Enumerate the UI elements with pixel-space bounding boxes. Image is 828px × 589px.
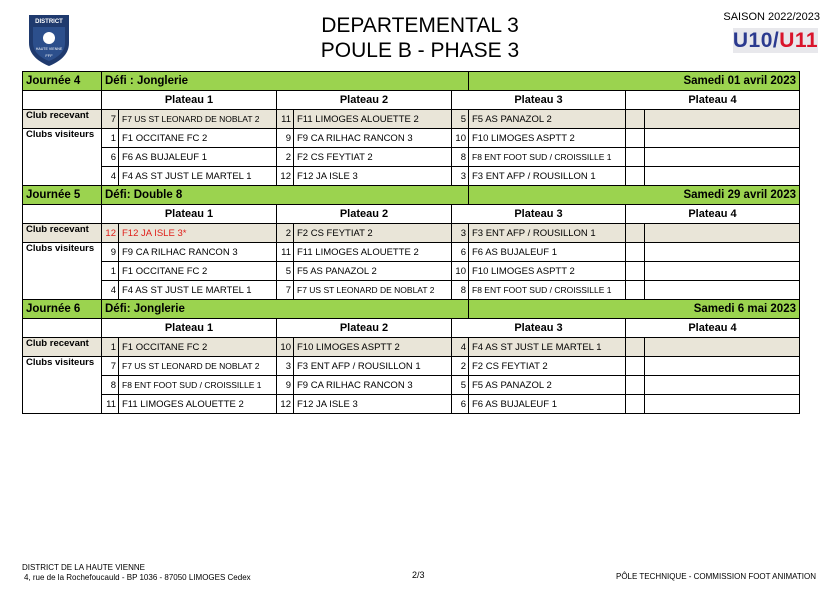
team-number: 4 [452,338,469,357]
plateau4-number [626,281,645,300]
team-number: 5 [452,110,469,129]
team-number: 5 [277,262,294,281]
team-name: F1 OCCITANE FC 2 [119,129,277,148]
plateau4-team [645,243,800,262]
team-number: 2 [277,148,294,167]
team-name: F7 US ST LEONARD DE NOBLAT 2 [294,281,452,300]
table-row [23,357,800,376]
team-name: F3 ENT AFP / ROUSILLON 1 [294,357,452,376]
footer-department: PÔLE TECHNIQUE - COMMISSION FOOT ANIMATION [616,572,817,581]
plateau-header: Plateau 3 [452,205,626,224]
home-label: Club recevant [23,110,102,129]
team-name: F5 AS PANAZOL 2 [469,376,626,395]
plateau4-number [626,357,645,376]
team-number: 11 [102,395,119,414]
team-number: 4 [102,281,119,300]
table-row [23,395,800,414]
team-number: 1 [102,338,119,357]
team-name: F10 LIMOGES ASPTT 2 [469,262,626,281]
plateau4-team [645,376,800,395]
team-name: F2 CS FEYTIAT 2 [294,224,452,243]
table-row [23,224,800,243]
team-name: F6 AS BUJALEUF 1 [469,395,626,414]
journee-header [23,300,800,319]
team-name: F7 US ST LEONARD DE NOBLAT 2 [119,110,277,129]
team-number: 5 [452,376,469,395]
team-number: 8 [452,281,469,300]
plateau-header: Plateau 2 [277,319,452,338]
team-number: 7 [102,110,119,129]
team-name: F8 ENT FOOT SUD / CROISSILLE 1 [469,148,626,167]
plateau4-number [626,338,645,357]
team-name: F11 LIMOGES ALOUETTE 2 [294,243,452,262]
table-row [23,338,800,357]
plateau4-number [626,129,645,148]
plateau-header-spacer [23,91,102,110]
table-row [23,243,800,262]
plateau4-team [645,395,800,414]
page-title: DEPARTEMENTAL 3 [321,14,519,37]
plateau4-number [626,243,645,262]
home-label: Club recevant [23,338,102,357]
season-label: SAISON 2022/2023 [723,11,820,23]
team-number: 10 [452,129,469,148]
table-row [23,148,800,167]
team-name: F10 LIMOGES ASPTT 2 [469,129,626,148]
team-number: 3 [277,357,294,376]
team-name: F9 CA RILHAC RANCON 3 [119,243,277,262]
plateau-header: Plateau 4 [626,91,800,110]
plateau-header-row [23,91,800,110]
team-name: F2 CS FEYTIAT 2 [294,148,452,167]
team-name: F6 AS BUJALEUF 1 [119,148,277,167]
team-name: F3 ENT AFP / ROUSILLON 1 [469,224,626,243]
team-number: 6 [452,243,469,262]
home-label: Club recevant [23,224,102,243]
plateau4-number [626,395,645,414]
visitors-label: Clubs visiteurs [23,129,102,186]
team-number: 6 [452,395,469,414]
team-number: 7 [102,357,119,376]
journee-header [23,186,800,205]
team-name: F4 AS ST JUST LE MARTEL 1 [469,338,626,357]
team-name: F11 LIMOGES ALOUETTE 2 [294,110,452,129]
page-number: 2/3 [412,570,425,580]
team-name: F4 AS ST JUST LE MARTEL 1 [119,167,277,186]
team-number: 12 [277,167,294,186]
plateau-header: Plateau 2 [277,91,452,110]
team-name: F12 JA ISLE 3 [294,167,452,186]
plateau-header-row [23,205,800,224]
plateau-header: Plateau 4 [626,319,800,338]
footer-org: DISTRICT DE LA HAUTE VIENNE [22,563,145,572]
table-row [23,376,800,395]
table-row [23,262,800,281]
team-number: 4 [102,167,119,186]
category-u10: U10 [732,28,773,52]
journee-name: Journée 6 [23,300,102,319]
svg-text:FFF: FFF [45,53,53,58]
team-number: 10 [277,338,294,357]
team-name: F1 OCCITANE FC 2 [119,338,277,357]
team-number: 9 [102,243,119,262]
plateau-header: Plateau 3 [452,91,626,110]
plateau-header: Plateau 1 [102,319,277,338]
plateau4-team [645,148,800,167]
team-number: 9 [277,376,294,395]
team-name: F1 OCCITANE FC 2 [119,262,277,281]
team-name: F8 ENT FOOT SUD / CROISSILLE 1 [119,376,277,395]
category-badge [733,28,818,53]
page-subtitle: POULE B - PHASE 3 [320,39,520,62]
team-number: 1 [102,262,119,281]
team-number: 3 [452,167,469,186]
district-logo [25,13,73,67]
category-u11: U11 [779,28,819,52]
team-number: 1 [102,129,119,148]
plateau4-team [645,167,800,186]
team-name: F2 CS FEYTIAT 2 [469,357,626,376]
journee-date: Samedi 6 mai 2023 [469,300,800,319]
journee-date: Samedi 29 avril 2023 [469,186,800,205]
team-number: 2 [452,357,469,376]
plateau-header: Plateau 1 [102,91,277,110]
plateau-header-spacer [23,205,102,224]
plateau4-number [626,167,645,186]
plateau4-team [645,338,800,357]
team-name: F11 LIMOGES ALOUETTE 2 [119,395,277,414]
team-number: 8 [452,148,469,167]
plateau4-team [645,110,800,129]
svg-text:HAUTE VIENNE: HAUTE VIENNE [35,47,63,51]
plateau4-number [626,376,645,395]
team-number: 8 [102,376,119,395]
team-name: F9 CA RILHAC RANCON 3 [294,376,452,395]
table-row [23,129,800,148]
plateau-header: Plateau 3 [452,319,626,338]
team-number: 12 [102,224,119,243]
plateau4-number [626,110,645,129]
team-number: 3 [452,224,469,243]
plateau4-team [645,281,800,300]
plateau-header: Plateau 2 [277,205,452,224]
journee-name: Journée 4 [23,72,102,91]
visitors-label: Clubs visiteurs [23,357,102,414]
team-name: F3 ENT AFP / ROUSILLON 1 [469,167,626,186]
svg-text:DISTRICT: DISTRICT [35,19,63,25]
plateau4-number [626,224,645,243]
team-name: F4 AS ST JUST LE MARTEL 1 [119,281,277,300]
plateau-header-row [23,319,800,338]
team-number: 11 [277,243,294,262]
team-name: F5 AS PANAZOL 2 [294,262,452,281]
journee-date: Samedi 01 avril 2023 [469,72,800,91]
plateau4-team [645,357,800,376]
team-name: F5 AS PANAZOL 2 [469,110,626,129]
defi-label: Défi: Jonglerie [102,300,469,319]
team-name: F12 JA ISLE 3* [119,224,277,243]
team-number: 11 [277,110,294,129]
plateau-header: Plateau 4 [626,205,800,224]
team-number: 2 [277,224,294,243]
team-number: 12 [277,395,294,414]
team-number: 7 [277,281,294,300]
defi-label: Défi: Double 8 [102,186,469,205]
defi-label: Défi : Jonglerie [102,72,469,91]
team-name: F7 US ST LEONARD DE NOBLAT 2 [119,357,277,376]
visitors-label: Clubs visiteurs [23,243,102,300]
plateau4-number [626,262,645,281]
table-row [23,281,800,300]
plateau-header: Plateau 1 [102,205,277,224]
team-name: F6 AS BUJALEUF 1 [469,243,626,262]
team-name: F9 CA RILHAC RANCON 3 [294,129,452,148]
team-name: F12 JA ISLE 3 [294,395,452,414]
journee-name: Journée 5 [23,186,102,205]
plateau4-team [645,224,800,243]
plateau4-team [645,262,800,281]
plateau4-number [626,148,645,167]
journee-header [23,72,800,91]
plateau-header-spacer [23,319,102,338]
team-name: F8 ENT FOOT SUD / CROISSILLE 1 [469,281,626,300]
team-number: 9 [277,129,294,148]
plateau4-team [645,129,800,148]
schedule-table [22,71,800,414]
footer-address: 4, rue de la Rochefoucauld - BP 1036 - 87050 LIMOGES Cedex [24,573,251,582]
category-separator: / [772,28,780,52]
table-row [23,110,800,129]
team-number: 10 [452,262,469,281]
team-name: F10 LIMOGES ASPTT 2 [294,338,452,357]
team-number: 6 [102,148,119,167]
table-row [23,167,800,186]
